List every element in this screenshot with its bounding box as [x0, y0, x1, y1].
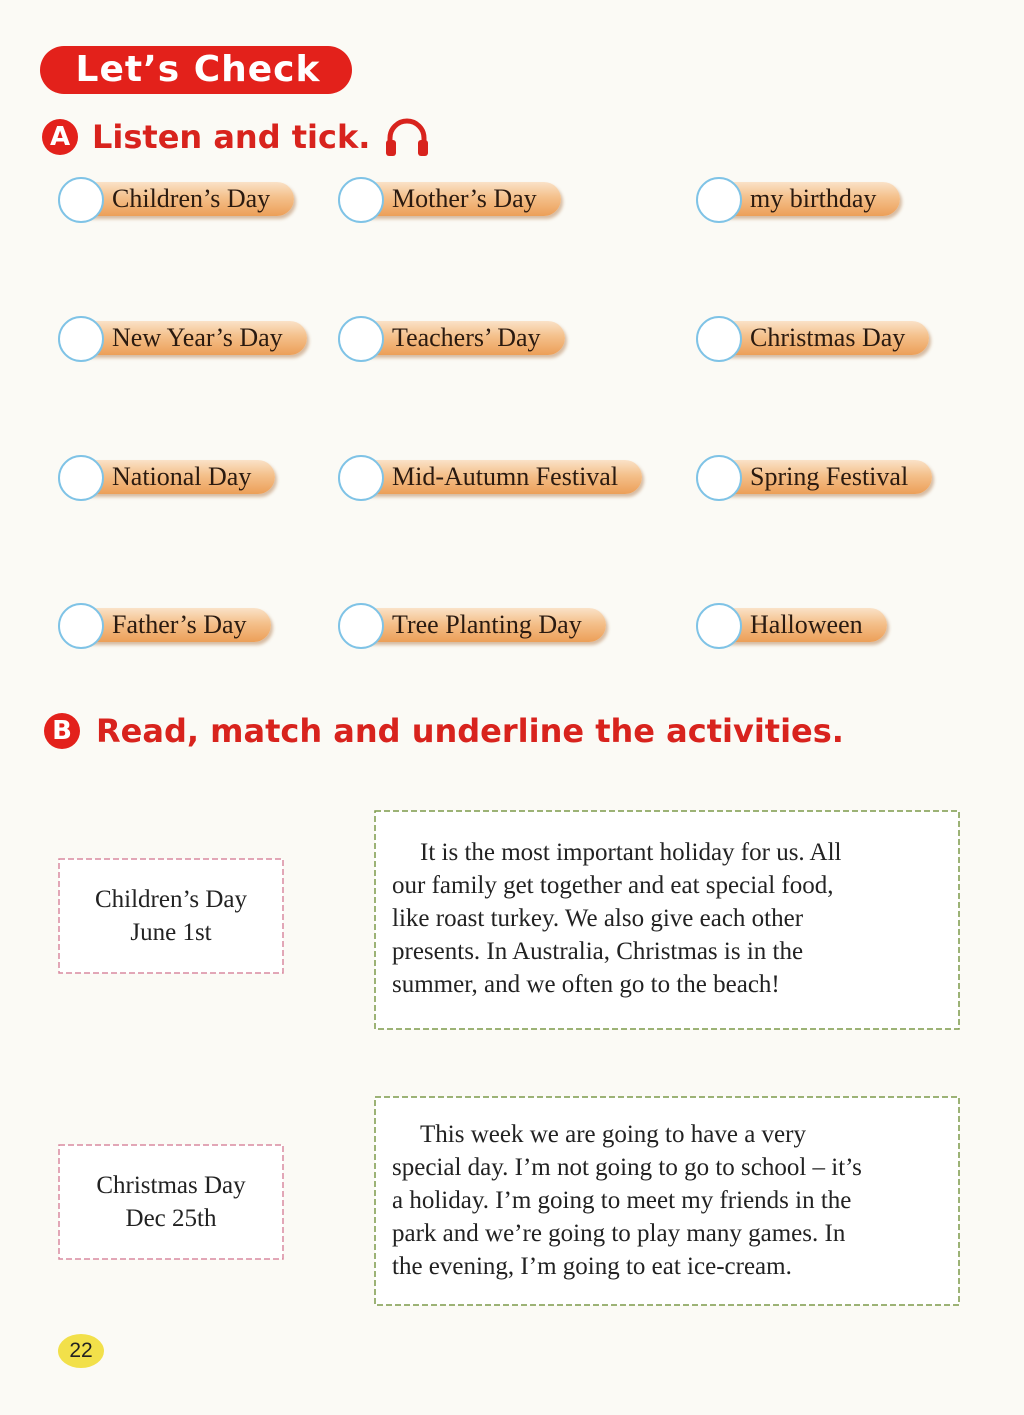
passage-line: It is the most important holiday for us. All — [420, 839, 842, 866]
page-number: 22 — [58, 1334, 104, 1368]
passage-line: like roast turkey. We also give each other — [392, 905, 804, 932]
tick-label: my birthday — [722, 182, 900, 216]
tick-circle[interactable] — [696, 316, 742, 362]
section-b-heading-text: Read, match and underline the activities. — [96, 712, 844, 750]
passage-line: a holiday. I’m going to meet my friends in the — [392, 1187, 852, 1214]
holiday-name: Christmas Day — [96, 1172, 246, 1199]
tick-label: Spring Festival — [722, 460, 932, 494]
tick-label: Children’s Day — [84, 182, 294, 216]
holiday-date: June 1st — [130, 919, 212, 946]
passage-line: summer, and we often go to the beach! — [392, 971, 780, 998]
tick-circle[interactable] — [58, 455, 104, 501]
tick-circle[interactable] — [338, 316, 384, 362]
date-card-christmas-day[interactable] — [56, 1142, 286, 1262]
tick-circle[interactable] — [338, 603, 384, 649]
date-card-childrens-day[interactable] — [56, 856, 286, 976]
passage-line: our family get together and eat special food, — [392, 872, 834, 899]
section-a-badge: A — [42, 119, 78, 155]
passage-line: This week we are going to have a very — [420, 1121, 806, 1148]
tick-circle[interactable] — [696, 603, 742, 649]
tick-label: Christmas Day — [722, 321, 929, 355]
tick-label: Teachers’ Day — [364, 321, 565, 355]
tick-label: Tree Planting Day — [364, 608, 606, 642]
tick-circle[interactable] — [696, 177, 742, 223]
date-card-text — [56, 883, 286, 949]
passage-line: presents. In Australia, Christmas is in the — [392, 938, 804, 965]
tick-circle[interactable] — [338, 455, 384, 501]
section-a-heading — [42, 116, 430, 158]
tick-circle[interactable] — [696, 455, 742, 501]
tick-label: National Day — [84, 460, 275, 494]
passage-box-1[interactable] — [372, 808, 962, 1032]
tick-label: Mid-Autumn Festival — [364, 460, 642, 494]
tick-circle[interactable] — [338, 177, 384, 223]
section-b-badge: B — [44, 713, 80, 749]
tick-label: Mother’s Day — [364, 182, 561, 216]
passage-text — [392, 1118, 862, 1283]
passage-line: the evening, I’m going to eat ice-cream. — [392, 1253, 792, 1280]
page-title: Let’s Check — [40, 46, 352, 94]
passage-line: special day. I’m not going to go to school – it’s — [392, 1154, 862, 1181]
tick-circle[interactable] — [58, 316, 104, 362]
holiday-date: Dec 25th — [125, 1205, 217, 1232]
date-card-text — [56, 1169, 286, 1235]
tick-label: New Year’s Day — [84, 321, 307, 355]
passage-box-2[interactable] — [372, 1094, 962, 1308]
tick-label: Father’s Day — [84, 608, 271, 642]
headphones-icon — [384, 116, 430, 158]
passage-line: park and we’re going to play many games. In — [392, 1220, 846, 1247]
tick-circle[interactable] — [58, 177, 104, 223]
passage-text — [392, 836, 842, 1001]
tick-circle[interactable] — [58, 603, 104, 649]
holiday-name: Children’s Day — [94, 886, 248, 913]
section-a-heading-text: Listen and tick. — [92, 118, 371, 156]
tick-label: Halloween — [722, 608, 887, 642]
section-b-heading — [44, 712, 844, 750]
